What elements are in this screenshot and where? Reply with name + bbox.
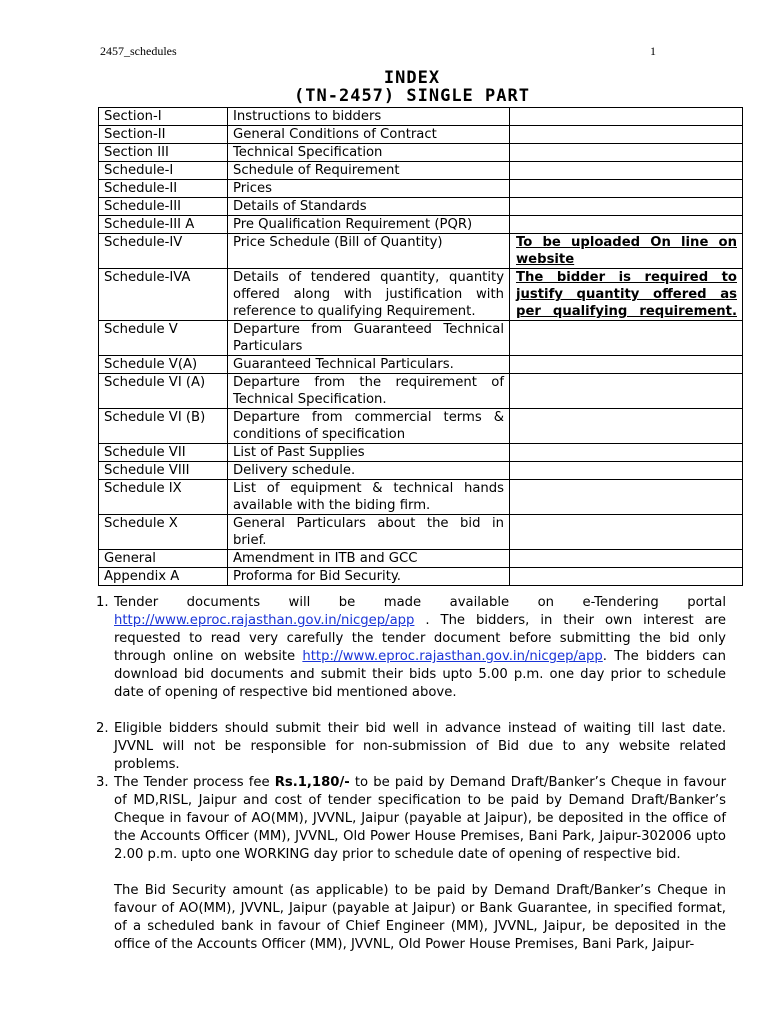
index-subtitle: (TN-2457) SINGLE PART [294, 86, 530, 106]
index-description-cell: Proforma for Bid Security. [228, 568, 510, 586]
index-note-cell [510, 356, 743, 374]
index-note-cell [510, 144, 743, 162]
index-section-cell: Schedule-II [99, 180, 228, 198]
index-description-cell: Guaranteed Technical Particulars. [228, 356, 510, 374]
index-row [99, 216, 743, 234]
index-note-cell [510, 374, 743, 409]
index-section-cell: Schedule VI (B) [99, 409, 228, 444]
index-description-cell: Details of tendered quantity, quantity offered along with justification with reference to qualifying Requirement. [228, 269, 510, 321]
paragraph-4: The Bid Security amount (as applicable) to be paid by Demand Draft/Banker’s Cheque in favour of AO(MM), JVVNL, Jaipur (payable at Jaipur) or Bank Guarantee, in specified format, of a scheduled bank in favour of Chief Engineer (MM), JVVNL, Jaipur, be deposited in the office of the Accounts Officer (MM), JVVNL, Old Power House Premises, Bani Park, Jaipur- [114, 883, 726, 952]
document-body [96, 594, 726, 954]
paragraph-1 [96, 594, 726, 702]
index-section-cell: Schedule-III A [99, 216, 228, 234]
index-description-cell: Pre Qualification Requirement (PQR) [228, 216, 510, 234]
paragraph-3-text-b: to be paid by Demand Draft/Banker’s Cheque in favour of MD,RISL, Jaipur and cost of tender specification to be paid by Demand Draft/Banker’s Cheque in favour of AO(MM), JVVNL, Jaipur (payable at Jaipur), be deposited in the office of the Accounts Officer (MM), JVVNL, Old Power House Premises, Bani Park, Jaipur-302006 upto 2.00 p.m. upto one WORKING day prior to schedule date of opening of respective bid. [114, 775, 726, 862]
index-section-cell: Schedule X [99, 515, 228, 550]
index-note-cell [510, 409, 743, 444]
index-description-cell: List of equipment & technical hands available with the biding firm. [228, 480, 510, 515]
index-section-cell: Schedule-III [99, 198, 228, 216]
index-description-cell: Details of Standards [228, 198, 510, 216]
index-row [99, 108, 743, 126]
index-description-cell: Departure from Guaranteed Technical Particulars [228, 321, 510, 356]
paragraph-2-text: Eligible bidders should submit their bid well in advance instead of waiting till last date. JVVNL will not be responsible for non-submission of Bid due to any website related problems. [114, 721, 726, 772]
index-note-cell [510, 126, 743, 144]
index-description-cell: Departure from the requirement of Technical Specification. [228, 374, 510, 409]
index-note-cell [510, 180, 743, 198]
index-note-cell: To be uploaded On line on website [510, 234, 743, 269]
index-note-cell [510, 216, 743, 234]
paragraph-3-number: 3. [96, 775, 109, 790]
index-section-cell: Schedule-I [99, 162, 228, 180]
index-row [99, 462, 743, 480]
index-row [99, 356, 743, 374]
index-row [99, 374, 743, 409]
index-row [99, 444, 743, 462]
index-description-cell: Delivery schedule. [228, 462, 510, 480]
index-row [99, 180, 743, 198]
document-header-filename: 2457_schedules [100, 44, 177, 58]
index-row [99, 515, 743, 550]
eproc-portal-link-1[interactable]: http://www.eproc.rajasthan.gov.in/nicgep/app [114, 613, 415, 628]
index-description-cell: Amendment in ITB and GCC [228, 550, 510, 568]
index-note-cell [510, 550, 743, 568]
index-section-cell: Schedule V(A) [99, 356, 228, 374]
index-note-cell [510, 568, 743, 586]
index-note-cell [510, 515, 743, 550]
index-description-cell: Departure from commercial terms & conditions of specification [228, 409, 510, 444]
paragraph-3 [96, 774, 726, 864]
index-description-cell: Price Schedule (Bill of Quantity) [228, 234, 510, 269]
index-row [99, 409, 743, 444]
index-note-cell [510, 462, 743, 480]
index-row [99, 126, 743, 144]
index-section-cell: Section-II [99, 126, 228, 144]
eproc-portal-link-2[interactable]: http://www.eproc.rajasthan.gov.in/nicgep/app [302, 649, 603, 664]
index-section-cell: General [99, 550, 228, 568]
paragraph-3-text-a: The Tender process fee [114, 775, 275, 790]
index-section-cell: Section III [99, 144, 228, 162]
index-section-cell: Schedule IX [99, 480, 228, 515]
index-row [99, 321, 743, 356]
index-section-cell: Schedule VI (A) [99, 374, 228, 409]
paragraph-3-body [114, 774, 726, 864]
index-note-cell [510, 444, 743, 462]
index-row [99, 269, 743, 321]
paragraph-2-number: 2. [96, 721, 109, 736]
index-description-cell: Instructions to bidders [228, 108, 510, 126]
index-section-cell: Schedule-IVA [99, 269, 228, 321]
index-description-cell: General Particulars about the bid in brief. [228, 515, 510, 550]
paragraph-1-text-a: Tender documents will be made available on e-Tendering portal [114, 595, 726, 610]
index-row [99, 234, 743, 269]
index-section-cell: Schedule-IV [99, 234, 228, 269]
index-section-cell: Section-I [99, 108, 228, 126]
index-section-cell: Appendix A [99, 568, 228, 586]
index-section-cell: Schedule V [99, 321, 228, 356]
index-note-cell [510, 321, 743, 356]
tender-fee-amount: Rs.1,180/- [274, 775, 350, 790]
index-section-cell: Schedule VIII [99, 462, 228, 480]
index-description-cell: List of Past Supplies [228, 444, 510, 462]
index-title: INDEX [383, 68, 441, 88]
paragraph-1-number: 1. [96, 595, 109, 610]
paragraph-1-text-b: . The bidders, in their own interest are requested to read very carefully the tender document before submitting the bid only through online on website [114, 613, 726, 664]
index-row [99, 480, 743, 515]
index-row [99, 198, 743, 216]
paragraph-2 [96, 720, 726, 774]
index-row [99, 144, 743, 162]
page-number: 1 [650, 44, 656, 58]
paragraph-1-text-c: . The bidders can download bid documents and submit their bids upto 5.00 p.m. one day prior to schedule date of opening of respective bid mentioned above. [114, 649, 726, 700]
index-row [99, 550, 743, 568]
index-description-cell: Prices [228, 180, 510, 198]
index-description-cell: Technical Specification [228, 144, 510, 162]
index-section-cell: Schedule VII [99, 444, 228, 462]
index-note-cell: The bidder is required to justify quantity offered as per qualifying requirement. [510, 269, 743, 321]
index-note-cell [510, 198, 743, 216]
index-note-cell [510, 108, 743, 126]
index-table [98, 107, 743, 586]
index-note-cell [510, 162, 743, 180]
index-note-cell [510, 480, 743, 515]
index-description-cell: Schedule of Requirement [228, 162, 510, 180]
index-description-cell: General Conditions of Contract [228, 126, 510, 144]
index-row [99, 162, 743, 180]
index-row [99, 568, 743, 586]
